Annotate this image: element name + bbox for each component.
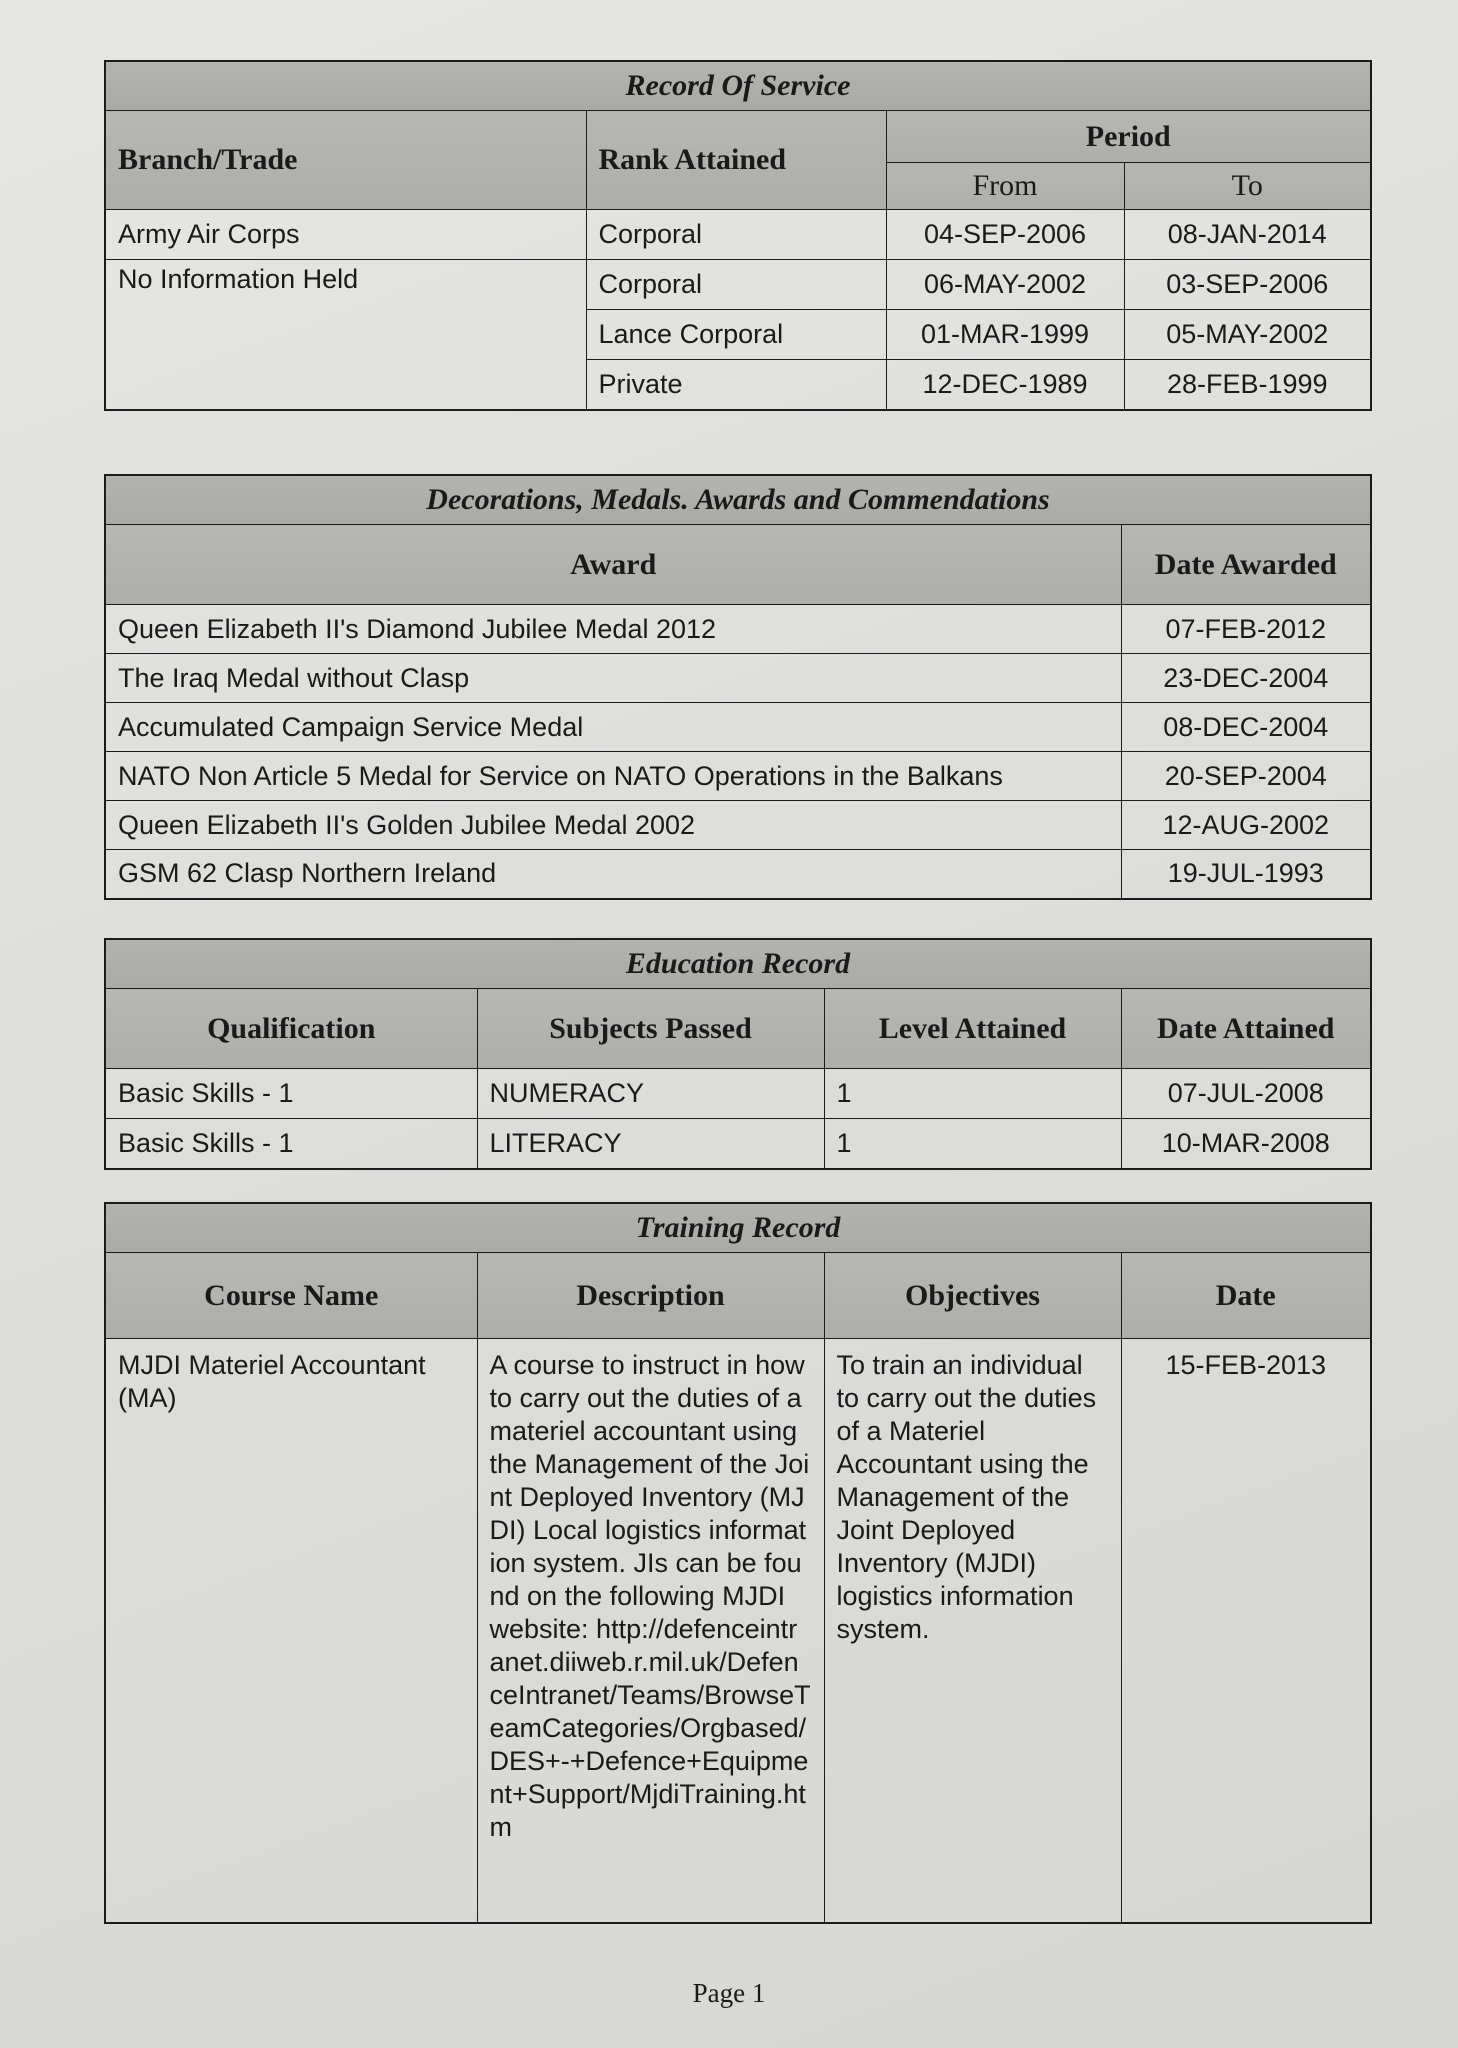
award-name-cell: GSM 62 Clasp Northern Ireland: [105, 850, 1121, 899]
rank-cell: Private: [586, 360, 886, 410]
decorations-table: [104, 474, 1372, 900]
rank-cell: Corporal: [586, 210, 886, 260]
education-table: [104, 938, 1372, 1170]
record-of-service-section: [104, 60, 1370, 411]
from-date-cell: 12-DEC-1989: [886, 360, 1124, 410]
branch-cell: Army Air Corps: [105, 210, 586, 260]
award-date-cell: 20-SEP-2004: [1121, 752, 1371, 801]
date-attained-cell: 07-JUL-2008: [1121, 1069, 1371, 1119]
training-date-cell: 15-FEB-2013: [1121, 1339, 1371, 1923]
education-section: [104, 938, 1370, 1170]
training-section: [104, 1202, 1370, 1924]
award-name-cell: The Iraq Medal without Clasp: [105, 654, 1121, 703]
level-attained-header: Level Attained: [824, 989, 1121, 1069]
date-awarded-header: Date Awarded: [1121, 525, 1371, 605]
award-date-cell: 07-FEB-2012: [1121, 605, 1371, 654]
objectives-header: Objectives: [824, 1253, 1121, 1339]
page-number: Page 1: [692, 1978, 766, 2008]
qualification-header: Qualification: [105, 989, 477, 1069]
level-cell: 1: [824, 1069, 1121, 1119]
subjects-cell: LITERACY: [477, 1119, 824, 1169]
description-header: Description: [477, 1253, 824, 1339]
branch-cell: No Information Held: [105, 260, 586, 410]
rank-attained-header: Rank Attained: [586, 111, 886, 210]
to-date-cell: 08-JAN-2014: [1124, 210, 1371, 260]
to-date-cell: 05-MAY-2002: [1124, 310, 1371, 360]
date-attained-cell: 10-MAR-2008: [1121, 1119, 1371, 1169]
qualification-cell: Basic Skills - 1: [105, 1119, 477, 1169]
period-header: Period: [886, 111, 1371, 163]
award-name-cell: Accumulated Campaign Service Medal: [105, 703, 1121, 752]
from-header: From: [886, 163, 1124, 210]
from-date-cell: 06-MAY-2002: [886, 260, 1124, 310]
record-of-service-table: [104, 60, 1372, 411]
section-title: Education Record: [105, 939, 1371, 989]
award-date-cell: 08-DEC-2004: [1121, 703, 1371, 752]
award-name-cell: Queen Elizabeth II's Golden Jubilee Medal 2002: [105, 801, 1121, 850]
subjects-cell: NUMERACY: [477, 1069, 824, 1119]
level-cell: 1: [824, 1119, 1121, 1169]
award-date-cell: 23-DEC-2004: [1121, 654, 1371, 703]
award-date-cell: 12-AUG-2002: [1121, 801, 1371, 850]
description-cell: A course to instruct in how to carry out the duties of a materiel accountant using the Management of the Joint Deployed Inventory (MJDI) Local logistics information system. JIs can be found on the following MJDI website: http://defenceintranet.diiweb.r.mil.uk/DefenceIntranet/Teams/BrowseTeamCategories/Orgbased/DES+-+Defence+Equipment+Support/MjdiTraining.htm: [477, 1339, 824, 1923]
course-name-cell: MJDI Materiel Accountant (MA): [105, 1339, 477, 1923]
rank-cell: Lance Corporal: [586, 310, 886, 360]
branch-trade-header: Branch/Trade: [105, 111, 586, 210]
award-header: Award: [105, 525, 1121, 605]
subjects-passed-header: Subjects Passed: [477, 989, 824, 1069]
date-attained-header: Date Attained: [1121, 989, 1371, 1069]
section-title: Decorations, Medals. Awards and Commendations: [105, 475, 1371, 525]
training-table: [104, 1202, 1372, 1924]
to-header: To: [1124, 163, 1371, 210]
course-name-header: Course Name: [105, 1253, 477, 1339]
from-date-cell: 01-MAR-1999: [886, 310, 1124, 360]
objectives-cell: To train an individual to carry out the duties of a Materiel Accountant using the Management of the Joint Deployed Inventory (MJDI) logistics information system.: [824, 1339, 1121, 1923]
date-header: Date: [1121, 1253, 1371, 1339]
to-date-cell: 28-FEB-1999: [1124, 360, 1371, 410]
qualification-cell: Basic Skills - 1: [105, 1069, 477, 1119]
award-name-cell: NATO Non Article 5 Medal for Service on NATO Operations in the Balkans: [105, 752, 1121, 801]
rank-cell: Corporal: [586, 260, 886, 310]
section-title: Training Record: [105, 1203, 1371, 1253]
to-date-cell: 03-SEP-2006: [1124, 260, 1371, 310]
from-date-cell: 04-SEP-2006: [886, 210, 1124, 260]
award-name-cell: Queen Elizabeth II's Diamond Jubilee Medal 2012: [105, 605, 1121, 654]
award-date-cell: 19-JUL-1993: [1121, 850, 1371, 899]
decorations-section: [104, 474, 1370, 900]
section-title: Record Of Service: [105, 61, 1371, 111]
